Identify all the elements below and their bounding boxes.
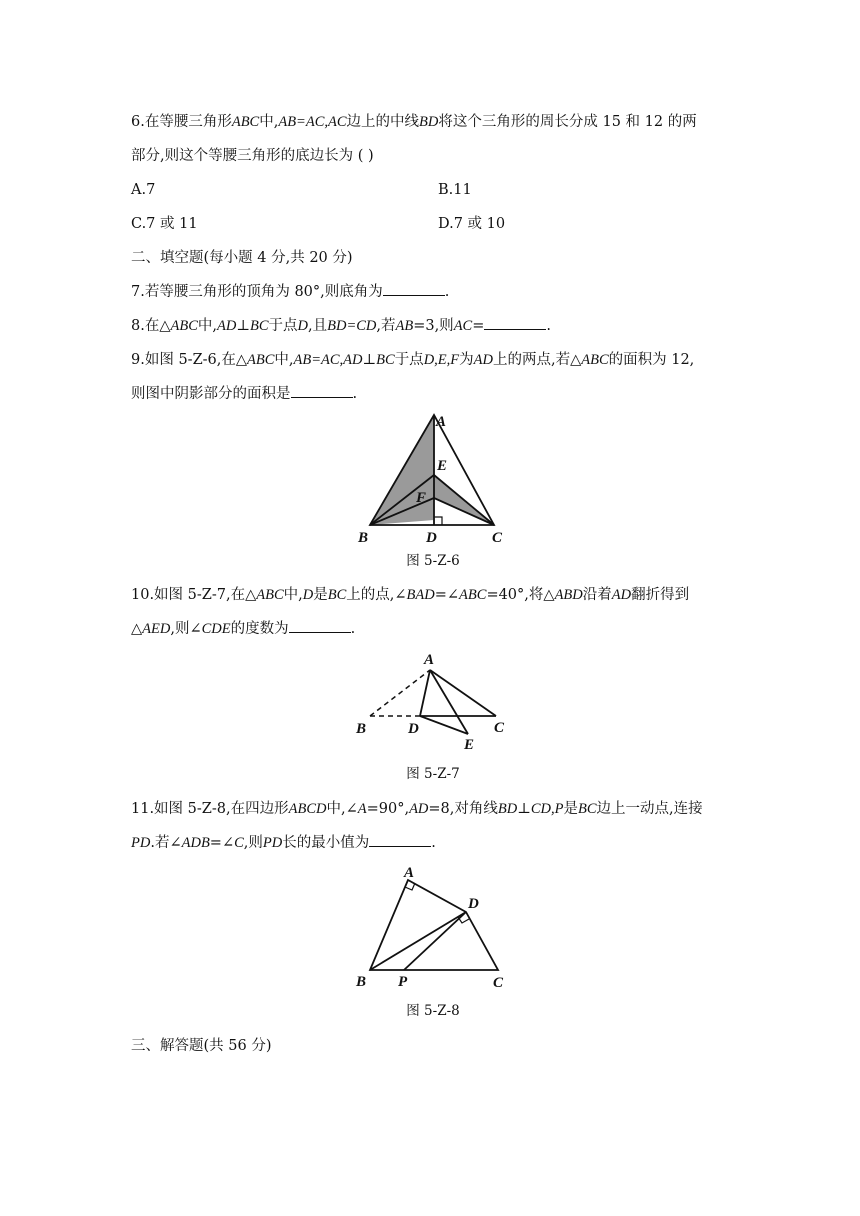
answer-blank bbox=[383, 283, 445, 296]
text: BD bbox=[497, 801, 518, 817]
label-d: D bbox=[468, 896, 479, 912]
text: C bbox=[234, 835, 244, 851]
answer-blank bbox=[484, 317, 546, 330]
label-p: P bbox=[398, 974, 408, 990]
text: 的度数为 bbox=[230, 621, 289, 637]
label-c: C bbox=[494, 720, 505, 736]
text: =90°, bbox=[366, 801, 410, 817]
q7 bbox=[131, 282, 449, 302]
text: ⊥ bbox=[362, 352, 377, 368]
right-angle-mark bbox=[434, 517, 442, 525]
figure-5-z-7 bbox=[348, 648, 518, 753]
text: ABC bbox=[231, 114, 260, 130]
text: PD bbox=[262, 835, 283, 851]
text: AD bbox=[409, 801, 429, 817]
diagonal-bd bbox=[370, 912, 466, 970]
text: AB=AC,AD bbox=[293, 352, 363, 368]
q6-option-b: B.11 bbox=[438, 182, 472, 198]
text: 于点 bbox=[268, 318, 298, 334]
text: . bbox=[546, 318, 551, 334]
text: △ bbox=[131, 621, 143, 637]
label-f: F bbox=[416, 490, 427, 506]
text: 长的最小值为 bbox=[282, 835, 370, 851]
figure-caption-5-z-7: 图 5-Z-7 bbox=[406, 766, 460, 782]
text: 则图中阴影部分的面积是 bbox=[131, 386, 291, 402]
text: D,E,F bbox=[423, 352, 460, 368]
text: ABCD bbox=[288, 801, 327, 817]
q6-line2: 部分,则这个等腰三角形的底边长为 ( ) bbox=[131, 148, 374, 164]
text: 6.在等腰三角形 bbox=[131, 114, 232, 130]
q9-line2 bbox=[131, 384, 357, 404]
text: D bbox=[297, 318, 308, 334]
label-b: B bbox=[356, 721, 367, 737]
text: 中,∠ bbox=[326, 801, 358, 817]
text: = bbox=[472, 318, 485, 334]
text: 中, bbox=[283, 587, 303, 603]
text: 于点 bbox=[394, 352, 424, 368]
text: A bbox=[357, 801, 367, 817]
text: BC bbox=[327, 587, 347, 603]
text: 翻折得到 bbox=[631, 587, 690, 603]
text: 中, bbox=[274, 352, 294, 368]
segment-pd bbox=[404, 912, 466, 970]
text: 边上的中线 bbox=[346, 114, 420, 130]
q11-line1 bbox=[131, 799, 703, 819]
text: =8,对角线 bbox=[428, 801, 498, 817]
label-c: C bbox=[492, 530, 503, 546]
label-d: D bbox=[408, 721, 419, 737]
text: 的面积为 12, bbox=[608, 352, 695, 368]
text: ⊥ bbox=[517, 801, 531, 817]
text: AB bbox=[395, 318, 414, 334]
text: CDE bbox=[201, 621, 231, 637]
q9-line1 bbox=[131, 350, 694, 370]
text: BC bbox=[249, 318, 269, 334]
text: 10.如图 5-Z-7,在△ bbox=[131, 587, 257, 603]
text: 边上一动点,连接 bbox=[596, 801, 703, 817]
text: CD,P bbox=[530, 801, 564, 817]
answer-blank bbox=[369, 834, 431, 847]
text: 将这个三角形的周长分成 15 和 12 的两 bbox=[438, 114, 697, 130]
text: =∠ bbox=[434, 587, 460, 603]
label-e: E bbox=[464, 737, 475, 753]
quadrilateral-abcd bbox=[370, 880, 498, 970]
text: ⊥ bbox=[236, 318, 250, 334]
label-a: A bbox=[436, 414, 447, 430]
text: ABC bbox=[256, 587, 284, 603]
q8 bbox=[131, 316, 551, 336]
q6-option-c: C.7 或 11 bbox=[131, 216, 198, 232]
text: 上的两点,若△ bbox=[492, 352, 582, 368]
text: ,则∠ bbox=[170, 621, 202, 637]
text: 8.在△ bbox=[131, 318, 171, 334]
q10-line2 bbox=[131, 619, 355, 639]
text: AD bbox=[473, 352, 493, 368]
label-e: E bbox=[437, 458, 448, 474]
label-b: B bbox=[356, 974, 367, 990]
q11-line2 bbox=[131, 833, 436, 853]
text: . bbox=[431, 835, 436, 851]
text: 为 bbox=[459, 352, 474, 368]
text: 11.如图 5-Z-8,在四边形 bbox=[131, 801, 289, 817]
text: ABC bbox=[581, 352, 609, 368]
answer-blank bbox=[291, 385, 353, 398]
text: BC bbox=[376, 352, 395, 368]
section-3-heading: 三、解答题(共 56 分) bbox=[131, 1038, 272, 1054]
text: 9.如图 5-Z-6,在△ bbox=[131, 352, 248, 368]
figure-5-z-6 bbox=[350, 410, 510, 550]
figure-caption-5-z-6: 图 5-Z-6 bbox=[406, 553, 460, 569]
text: AD bbox=[611, 587, 632, 603]
text: AB=AC,AC bbox=[278, 114, 347, 130]
q6-line1 bbox=[131, 112, 697, 132]
text: ABC bbox=[247, 352, 275, 368]
text: 上的点,∠ bbox=[346, 587, 407, 603]
text: BC bbox=[578, 801, 597, 817]
text: .若∠ bbox=[150, 835, 182, 851]
text: 7.若等腰三角形的顶角为 80°,则底角为 bbox=[131, 284, 383, 300]
segment-ac bbox=[430, 670, 496, 716]
text: AED bbox=[142, 621, 171, 637]
text: =40°,将△ bbox=[486, 587, 555, 603]
text: ABC bbox=[459, 587, 487, 603]
figure-5-z-8 bbox=[348, 862, 518, 992]
answer-blank bbox=[289, 620, 351, 633]
section-2-heading: 二、填空题(每小题 4 分,共 20 分) bbox=[131, 250, 353, 266]
text: BD bbox=[419, 114, 439, 130]
text: ADB bbox=[181, 835, 210, 851]
text: 中, bbox=[259, 114, 279, 130]
text: AC bbox=[453, 318, 473, 334]
text: BAD bbox=[406, 587, 435, 603]
label-b: B bbox=[358, 530, 369, 546]
figure-caption-5-z-8: 图 5-Z-8 bbox=[406, 1003, 460, 1019]
segment-ae bbox=[430, 670, 468, 734]
text: PD bbox=[131, 835, 151, 851]
label-a: A bbox=[404, 865, 415, 881]
text: D bbox=[302, 587, 314, 603]
text: 中, bbox=[197, 318, 217, 334]
label-a: A bbox=[424, 652, 435, 668]
segment-de bbox=[420, 716, 468, 734]
text: 沿着 bbox=[582, 587, 612, 603]
text: BD=CD bbox=[327, 318, 377, 334]
text: 是 bbox=[563, 801, 578, 817]
text: ,则 bbox=[243, 835, 263, 851]
text: ,若 bbox=[376, 318, 396, 334]
text: ABD bbox=[554, 587, 583, 603]
text: . bbox=[350, 621, 356, 637]
q6-option-d: D.7 或 10 bbox=[438, 216, 506, 232]
q6-option-a: A.7 bbox=[131, 182, 156, 198]
label-c: C bbox=[493, 975, 504, 991]
text: =3,则 bbox=[413, 318, 454, 334]
text: 是 bbox=[313, 587, 328, 603]
text: AD bbox=[217, 318, 237, 334]
text: ,且 bbox=[308, 318, 328, 334]
text: . bbox=[352, 386, 358, 402]
label-d: D bbox=[426, 530, 437, 546]
q10-line1 bbox=[131, 585, 689, 605]
text: ABC bbox=[170, 318, 198, 334]
text: . bbox=[444, 284, 450, 300]
text: =∠ bbox=[209, 835, 235, 851]
